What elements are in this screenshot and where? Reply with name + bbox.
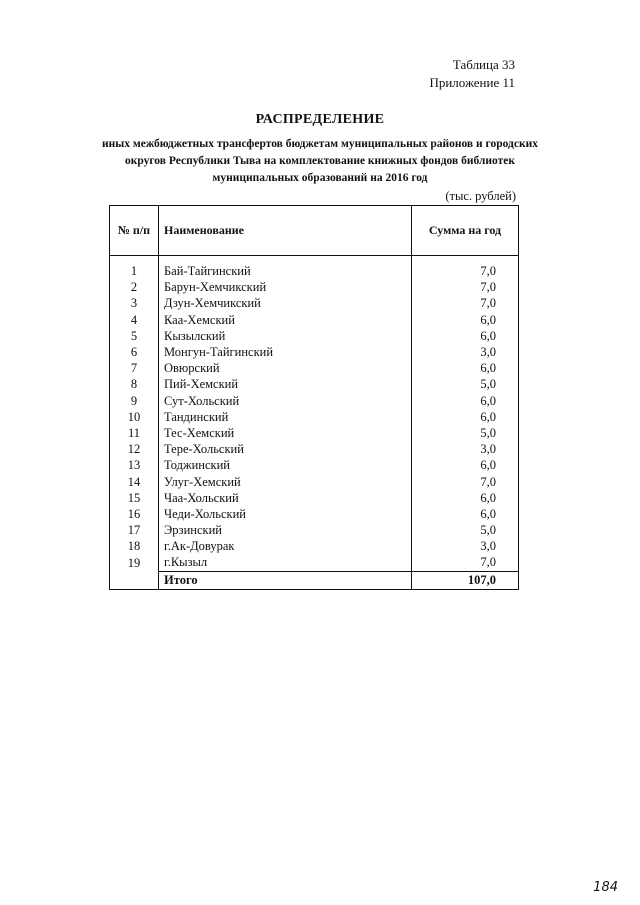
table-row xyxy=(110,360,519,376)
row-number: 7 xyxy=(110,360,159,376)
row-sum: 6,0 xyxy=(412,409,519,425)
row-number: 10 xyxy=(110,409,159,425)
row-name: Тере-Хольский xyxy=(159,441,412,457)
total-number-cell xyxy=(110,571,159,589)
row-sum: 6,0 xyxy=(412,328,519,344)
row-number: 4 xyxy=(110,312,159,328)
row-sum: 3,0 xyxy=(412,538,519,554)
table-number-label: Таблица 33 xyxy=(452,57,515,72)
table-row xyxy=(110,473,519,489)
row-sum: 3,0 xyxy=(412,344,519,360)
row-sum: 5,0 xyxy=(412,522,519,538)
table-spacer-row xyxy=(110,256,519,264)
row-name: Чеди-Хольский xyxy=(159,506,412,522)
row-sum: 6,0 xyxy=(412,360,519,376)
row-sum: 6,0 xyxy=(412,312,519,328)
table-row xyxy=(110,328,519,344)
row-number: 3 xyxy=(110,295,159,311)
row-number: 12 xyxy=(110,441,159,457)
row-number: 8 xyxy=(110,376,159,392)
row-name: Сут-Хольский xyxy=(159,393,412,409)
table-body xyxy=(110,263,519,571)
row-name: Овюрский xyxy=(159,360,412,376)
row-number: 13 xyxy=(110,457,159,473)
document-subtitle: иных межбюджетных трансфертов бюджетам муниципальных районов и городских округов Республики Тыва на комплектование книжных фондов библиотек муниципальных образований на 2016 год xyxy=(102,138,538,184)
row-name: г.Кызыл xyxy=(159,554,412,571)
page-number: 184 xyxy=(593,880,618,895)
table-row xyxy=(110,538,519,554)
row-sum: 5,0 xyxy=(412,376,519,392)
units-label: (тыс. рублей) xyxy=(445,189,516,203)
row-sum: 6,0 xyxy=(412,393,519,409)
total-row xyxy=(110,571,519,589)
table-row xyxy=(110,522,519,538)
table-row xyxy=(110,425,519,441)
column-header-number: № п/п xyxy=(110,206,159,256)
table-row xyxy=(110,506,519,522)
row-number: 19 xyxy=(110,554,159,571)
table-row xyxy=(110,344,519,360)
row-number: 1 xyxy=(110,263,159,279)
table-row xyxy=(110,457,519,473)
row-sum: 7,0 xyxy=(412,295,519,311)
row-number: 2 xyxy=(110,279,159,295)
table-row xyxy=(110,295,519,311)
row-name: Тоджинский xyxy=(159,457,412,473)
row-number: 11 xyxy=(110,425,159,441)
row-name: Кызылский xyxy=(159,328,412,344)
table-row xyxy=(110,376,519,392)
row-name: Тес-Хемский xyxy=(159,425,412,441)
column-header-sum: Сумма на год xyxy=(412,206,519,256)
row-sum: 6,0 xyxy=(412,506,519,522)
row-sum: 3,0 xyxy=(412,441,519,457)
row-number: 5 xyxy=(110,328,159,344)
row-number: 18 xyxy=(110,538,159,554)
row-name: Эрзинский xyxy=(159,522,412,538)
row-name: Улуг-Хемский xyxy=(159,473,412,489)
table-row xyxy=(110,441,519,457)
row-number: 9 xyxy=(110,393,159,409)
column-header-name: Наименование xyxy=(159,206,412,256)
table-row xyxy=(110,312,519,328)
table-row xyxy=(110,554,519,571)
row-sum: 6,0 xyxy=(412,457,519,473)
row-number: 6 xyxy=(110,344,159,360)
row-name: Барун-Хемчикский xyxy=(159,279,412,295)
table-row xyxy=(110,490,519,506)
row-name: г.Ак-Довурак xyxy=(159,538,412,554)
row-number: 14 xyxy=(110,473,159,489)
document-title: РАСПРЕДЕЛЕНИЕ xyxy=(255,112,385,127)
row-sum: 5,0 xyxy=(412,425,519,441)
appendix-label: Приложение 11 xyxy=(429,75,515,90)
table-row xyxy=(110,263,519,279)
row-name: Монгун-Тайгинский xyxy=(159,344,412,360)
row-name: Тандинский xyxy=(159,409,412,425)
table-row xyxy=(110,409,519,425)
row-sum: 7,0 xyxy=(412,279,519,295)
total-label: Итого xyxy=(159,571,412,589)
distribution-table xyxy=(109,205,519,590)
row-name: Дзун-Хемчикский xyxy=(159,295,412,311)
row-number: 16 xyxy=(110,506,159,522)
row-name: Бай-Тайгинский xyxy=(159,263,412,279)
row-number: 17 xyxy=(110,522,159,538)
row-number: 15 xyxy=(110,490,159,506)
table-header-row xyxy=(110,206,519,256)
total-sum: 107,0 xyxy=(412,571,519,589)
row-name: Чаа-Хольский xyxy=(159,490,412,506)
table-row xyxy=(110,279,519,295)
row-name: Каа-Хемский xyxy=(159,312,412,328)
row-sum: 7,0 xyxy=(412,263,519,279)
table-row xyxy=(110,393,519,409)
row-sum: 6,0 xyxy=(412,490,519,506)
row-sum: 7,0 xyxy=(412,554,519,571)
row-sum: 7,0 xyxy=(412,473,519,489)
row-name: Пий-Хемский xyxy=(159,376,412,392)
